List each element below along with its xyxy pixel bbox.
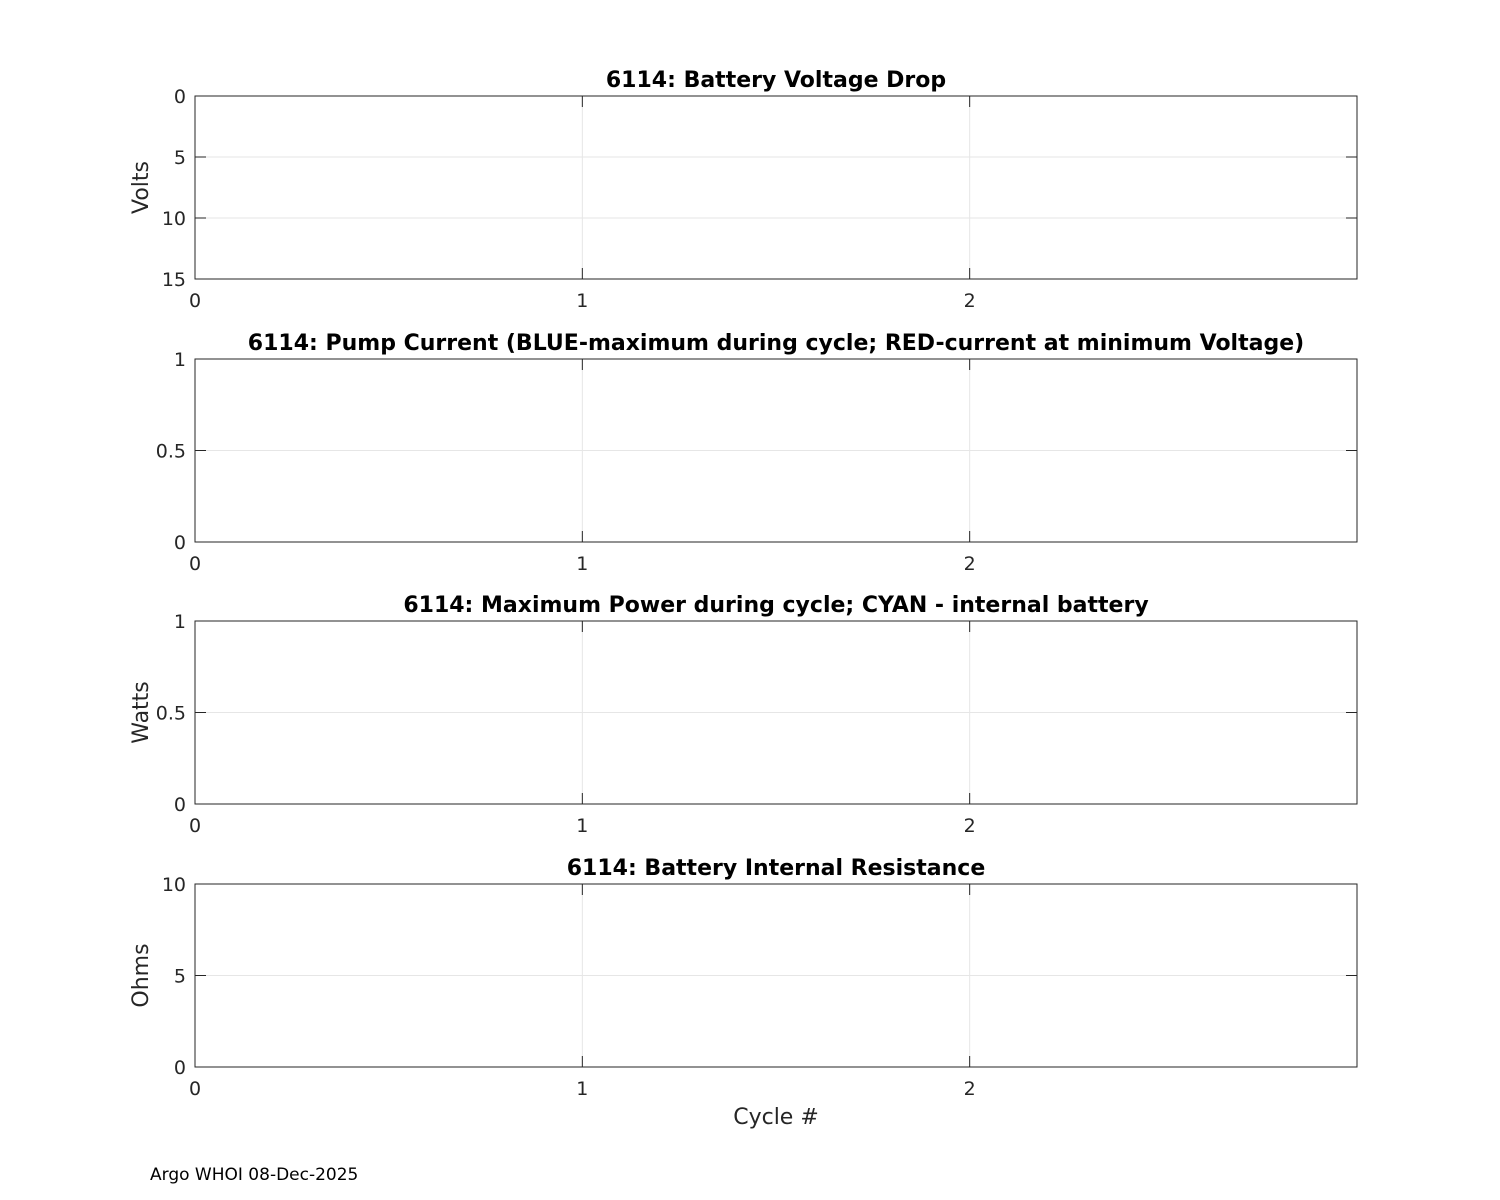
- plot-area: [195, 96, 1357, 279]
- x-tick-label: 2: [963, 553, 976, 575]
- subplot-1: [129, 68, 1357, 312]
- x-tick-label: 0: [188, 1078, 202, 1100]
- x-axis-label: Cycle #: [733, 1105, 819, 1130]
- x-tick-label: 2: [963, 815, 976, 837]
- y-axis-label: Ohms: [129, 943, 154, 1008]
- x-tick-label: 1: [576, 290, 589, 312]
- y-tick-label: 5: [173, 965, 186, 988]
- y-tick-label: 1: [173, 349, 186, 371]
- footer-credit: Argo WHOI 08-Dec-2025: [150, 1165, 359, 1185]
- subplot-3: [129, 593, 1357, 837]
- y-axis-label: Watts: [129, 681, 154, 744]
- y-tick-label: 5: [173, 147, 186, 169]
- chart-title: 6114: Battery Internal Resistance: [566, 856, 986, 881]
- chart-title: 6114: Pump Current (BLUE-maximum during cycle; RED-current at minimum Voltage): [247, 331, 1305, 356]
- y-tick-label: 1: [173, 611, 186, 633]
- y-tick-label: 0.5: [155, 702, 186, 725]
- chart-title: 6114: Battery Voltage Drop: [605, 68, 947, 93]
- y-tick-label: 0: [173, 532, 186, 554]
- y-tick-label: 15: [161, 269, 186, 291]
- x-tick-label: 2: [963, 290, 976, 312]
- y-tick-label: 0.5: [155, 440, 186, 463]
- y-tick-label: 0: [173, 86, 186, 108]
- y-tick-label: 0: [173, 1057, 186, 1079]
- x-tick-label: 2: [963, 1078, 976, 1100]
- subplot-2: [156, 331, 1357, 575]
- y-tick-label: 10: [161, 874, 186, 896]
- x-tick-label: 0: [188, 815, 202, 837]
- chart-title: 6114: Maximum Power during cycle; CYAN - internal battery: [403, 593, 1149, 618]
- y-tick-label: 0: [173, 794, 186, 816]
- x-tick-label: 0: [188, 290, 202, 312]
- y-tick-label: 10: [161, 208, 186, 230]
- x-tick-label: 1: [576, 815, 589, 837]
- subplot-4: [129, 856, 1357, 1130]
- x-tick-label: 0: [188, 553, 202, 575]
- x-tick-label: 1: [576, 1078, 589, 1100]
- x-tick-label: 1: [576, 553, 589, 575]
- y-axis-label: Volts: [129, 160, 154, 215]
